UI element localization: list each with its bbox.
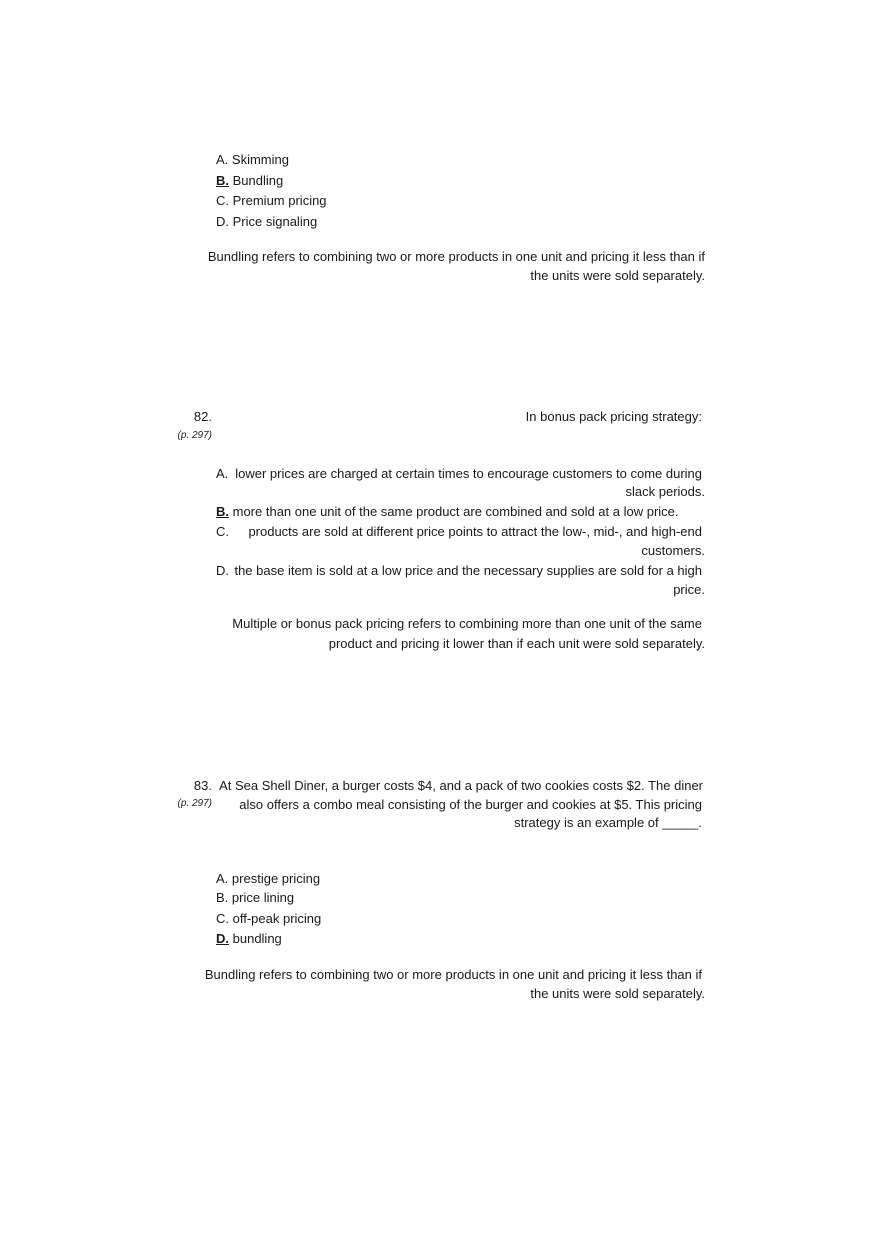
choice-b-correct: B. Bundling: [216, 173, 284, 188]
choice-d: D. Price signaling: [216, 214, 318, 229]
choice-b: B. price lining: [216, 890, 295, 905]
choice-d-correct: D. bundling: [216, 931, 282, 946]
document-page: A. Skimming B. Bundling C. Premium pricing D. Price signaling Bundling refers to combining two or more products in one unit and pricing it less than if the units were sold separately. 82. (p. 297) In bonus pack pricing strategy: A. lower prices are charged at certain times to encourage customers to come during slack periods. B. more than one unit of the same product are combined and sold at a low price. C. products are sold at different price points to attract the low-, mid-, and high-end customers. D. the base item is sold at a low price and the necessary supplies are sold for a high price. Multiple or bonus pack pricing refers to combining more than one unit of the same product and pricing it lower than if each unit were sold separately. 83. (p. 297) At Sea Shell Diner, a burger costs $4, and a pack of two cookies costs $2. The diner also offers a combo meal consisting of the burger and cookies at $5. This pricing strategy is an example of _____. A. prestige pricing B. price lining C. off-peak pricing D. bundling Bundling refers to combining two or more products in one unit and pricing it less than if the units were sold separately.: [177, 152, 705, 1001]
choice-b-correct: B. more than one unit of the same product are combined and sold at a low price.: [216, 504, 679, 519]
question-stem: In bonus pack pricing strategy:: [525, 409, 702, 424]
page-reference: (p. 297): [177, 430, 212, 441]
page-reference: (p. 297): [177, 798, 212, 809]
choice-a: A. prestige pricing: [216, 871, 321, 886]
choice-c: C. off-peak pricing: [216, 911, 322, 926]
choice-a: A. Skimming: [216, 152, 289, 167]
question-number: 82.: [193, 409, 212, 424]
question-number: 83.: [193, 778, 212, 793]
choice-c: C. Premium pricing: [216, 193, 327, 208]
